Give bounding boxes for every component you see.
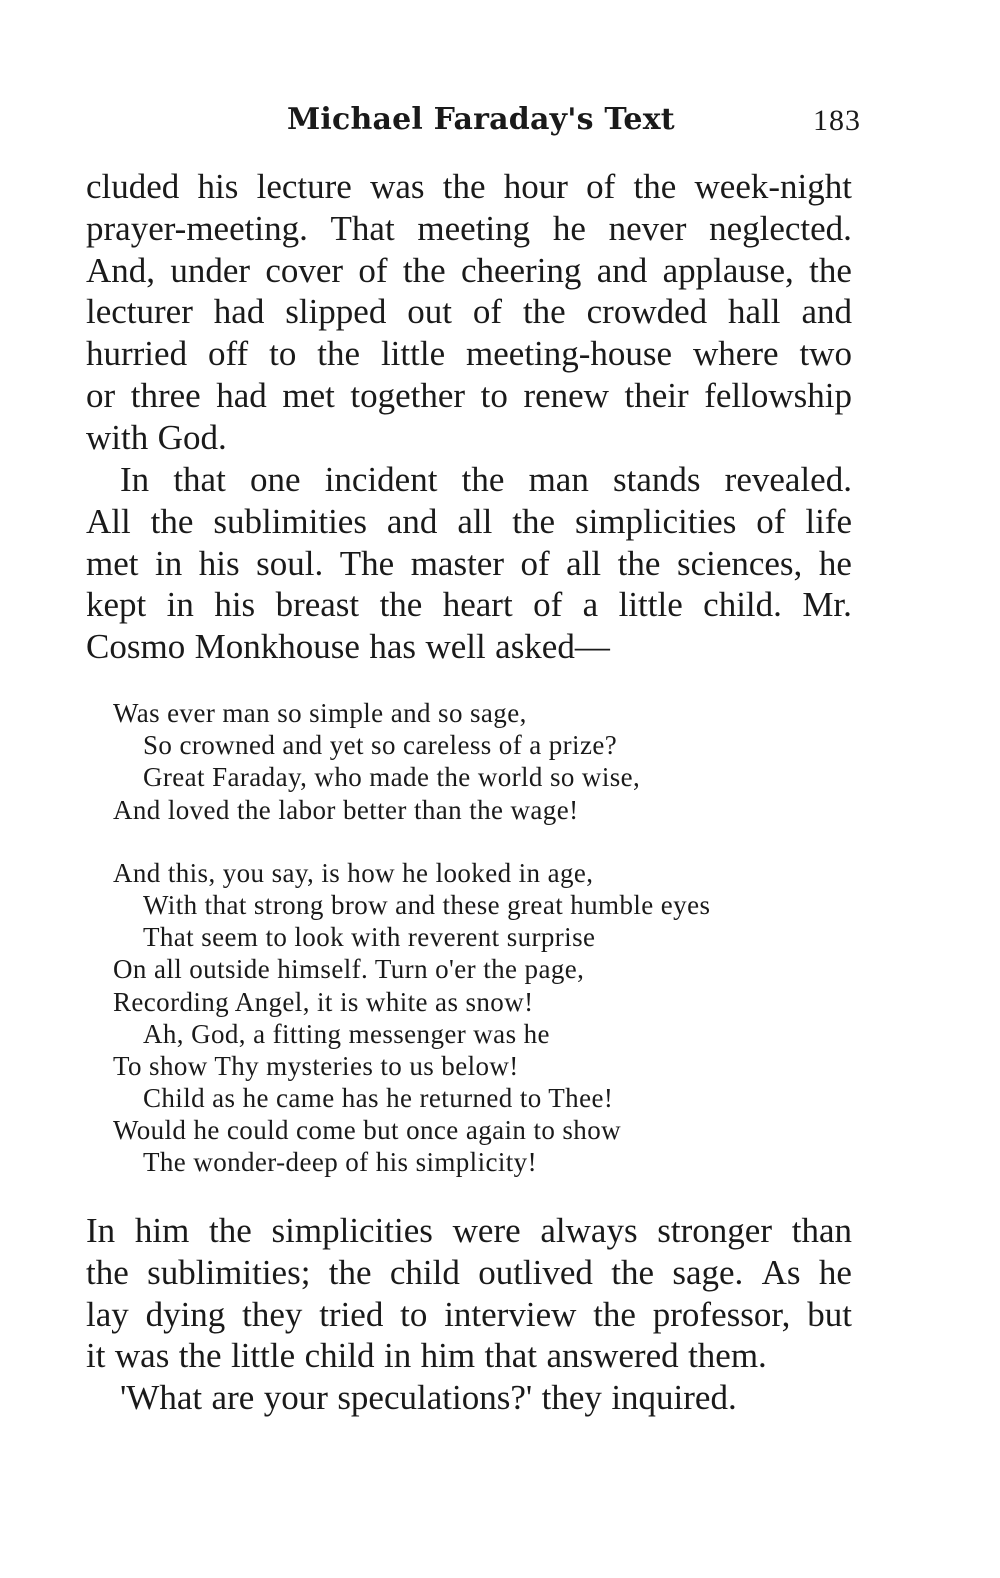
word: and bbox=[801, 292, 852, 332]
word: and bbox=[596, 250, 648, 290]
word: prayer-meeting. bbox=[86, 208, 308, 248]
word: meeting bbox=[417, 208, 531, 248]
poem-line: That seem to look with reverent surprise bbox=[143, 922, 596, 953]
text-line bbox=[86, 626, 852, 668]
poem-line: Child as he came has he returned to Thee! bbox=[143, 1083, 614, 1114]
word: revealed. bbox=[724, 460, 852, 499]
word: child bbox=[304, 1336, 375, 1376]
text-line bbox=[86, 501, 852, 543]
text-line bbox=[86, 417, 852, 459]
word: little bbox=[230, 1336, 296, 1376]
word: speculations?' bbox=[337, 1378, 533, 1417]
word: he bbox=[818, 543, 852, 583]
word: lay bbox=[86, 1294, 129, 1334]
word: the bbox=[593, 1294, 636, 1334]
word: out bbox=[407, 292, 452, 332]
word: life bbox=[805, 501, 852, 541]
word: meeting-house bbox=[466, 334, 673, 374]
word: That bbox=[330, 208, 395, 248]
word: the bbox=[209, 1211, 252, 1250]
word: had bbox=[216, 375, 267, 415]
poem-line: And this, you say, is how he looked in age, bbox=[113, 857, 594, 888]
word: renew bbox=[523, 375, 609, 415]
stanza-gap bbox=[113, 826, 710, 857]
word: or bbox=[86, 375, 116, 415]
text-line bbox=[86, 1335, 852, 1377]
word: where bbox=[693, 334, 779, 374]
word: the bbox=[379, 585, 423, 625]
word: 'What bbox=[120, 1378, 203, 1417]
word: were bbox=[452, 1211, 521, 1250]
word: child bbox=[389, 1252, 460, 1292]
word: applause, bbox=[662, 250, 794, 290]
paragraph bbox=[86, 459, 852, 668]
word: dying bbox=[145, 1294, 226, 1334]
word: sage. bbox=[672, 1252, 744, 1292]
word: together bbox=[350, 375, 466, 415]
word: their bbox=[624, 375, 689, 415]
word: lecture bbox=[256, 167, 352, 206]
word: interview bbox=[444, 1294, 577, 1334]
word: the bbox=[178, 1336, 222, 1376]
word: in bbox=[383, 1336, 412, 1376]
word: As bbox=[761, 1252, 801, 1292]
word: the bbox=[317, 334, 361, 374]
word: a bbox=[582, 585, 599, 625]
word: man bbox=[528, 460, 589, 499]
word: met bbox=[86, 543, 139, 583]
word: to bbox=[400, 1294, 428, 1334]
word: him bbox=[420, 1336, 476, 1376]
word: three bbox=[130, 375, 201, 415]
word: and bbox=[386, 501, 438, 541]
word: sublimities bbox=[213, 501, 367, 541]
word: the bbox=[809, 250, 852, 290]
word: heart bbox=[442, 585, 513, 625]
word: hour bbox=[503, 167, 568, 206]
word: outlived bbox=[478, 1252, 593, 1292]
word: two bbox=[799, 334, 852, 374]
word: the bbox=[442, 167, 486, 206]
word: God. bbox=[157, 417, 227, 457]
word: simplicities bbox=[271, 1211, 433, 1250]
word: but bbox=[807, 1294, 852, 1334]
word: his bbox=[198, 543, 240, 583]
word: always bbox=[540, 1211, 638, 1250]
poem-line: Would he could come but once again to show bbox=[113, 1115, 622, 1146]
page-number: 183 bbox=[813, 104, 861, 137]
word: week-night bbox=[694, 167, 852, 206]
word: tried bbox=[319, 1294, 384, 1334]
word: they bbox=[541, 1378, 602, 1417]
word: crowded bbox=[586, 292, 708, 332]
word: he bbox=[818, 1252, 852, 1292]
word: the bbox=[461, 460, 505, 499]
poem-line: The wonder-deep of his simplicity! bbox=[143, 1147, 537, 1178]
word: hurried bbox=[86, 334, 188, 374]
word: little bbox=[380, 334, 446, 374]
poem-line: On all outside himself. Turn o'er the page, bbox=[113, 954, 585, 985]
word: one bbox=[249, 460, 301, 499]
word: soul. bbox=[256, 543, 324, 583]
running-title: Michael Faraday's Text bbox=[287, 102, 675, 137]
word: stronger bbox=[657, 1211, 772, 1250]
word: the bbox=[522, 292, 566, 332]
word: cover bbox=[265, 250, 344, 290]
poem-line: With that strong brow and these great humble eyes bbox=[143, 889, 711, 920]
word: And, bbox=[86, 250, 156, 290]
poem-stanza bbox=[113, 697, 710, 826]
word: answered bbox=[546, 1336, 679, 1376]
word: professor, bbox=[652, 1294, 791, 1334]
text-line bbox=[86, 584, 852, 626]
paragraph bbox=[86, 1377, 852, 1419]
word: in bbox=[155, 543, 183, 583]
word: breast bbox=[275, 585, 360, 625]
word: child. bbox=[703, 585, 782, 625]
word: well bbox=[425, 627, 486, 667]
word: the bbox=[611, 1252, 654, 1292]
word: of bbox=[520, 543, 550, 583]
word: The bbox=[339, 543, 395, 583]
word: of bbox=[756, 501, 786, 541]
paragraph bbox=[86, 1210, 852, 1377]
word: in bbox=[166, 585, 194, 625]
word: the bbox=[402, 250, 446, 290]
word: sciences, bbox=[676, 543, 803, 583]
word: never bbox=[608, 208, 687, 248]
word: had bbox=[213, 292, 265, 332]
text-line bbox=[86, 291, 852, 333]
running-head bbox=[0, 100, 1000, 140]
word: Mr. bbox=[802, 585, 852, 625]
word: kept bbox=[86, 585, 147, 625]
poem-line: And loved the labor better than the wage! bbox=[113, 794, 579, 825]
text-line bbox=[86, 166, 852, 208]
word: your bbox=[263, 1378, 328, 1417]
word: of bbox=[533, 585, 563, 625]
word: with bbox=[86, 417, 149, 457]
poem-line: So crowned and yet so careless of a prize? bbox=[143, 730, 618, 761]
word: master bbox=[410, 543, 504, 583]
word: off bbox=[208, 334, 249, 374]
poem-stanza bbox=[113, 857, 710, 1179]
word: the bbox=[617, 543, 661, 583]
word: all bbox=[566, 543, 602, 583]
word: to bbox=[480, 375, 508, 415]
text-line bbox=[86, 375, 852, 417]
text-line bbox=[86, 459, 852, 501]
word: his bbox=[214, 585, 256, 625]
text-line bbox=[86, 1377, 852, 1419]
text-line bbox=[86, 1210, 852, 1252]
word: inquired. bbox=[611, 1378, 737, 1417]
word: Monkhouse bbox=[194, 627, 360, 667]
word: that bbox=[173, 460, 226, 499]
word: sublimities; bbox=[147, 1252, 311, 1292]
poem-line: To show Thy mysteries to us below! bbox=[113, 1050, 519, 1081]
word: cheering bbox=[460, 250, 582, 290]
word: fellowship bbox=[704, 375, 852, 415]
word: under bbox=[170, 250, 251, 290]
word: In bbox=[120, 460, 150, 499]
word: the bbox=[86, 1252, 129, 1292]
word: he bbox=[552, 208, 586, 248]
word: the bbox=[512, 501, 556, 541]
text-line bbox=[86, 1252, 852, 1294]
word: incident bbox=[324, 460, 438, 499]
word: they bbox=[242, 1294, 303, 1334]
text-line bbox=[86, 333, 852, 375]
poem-line: Recording Angel, it is white as snow! bbox=[113, 986, 534, 1017]
word: neglected. bbox=[709, 208, 852, 248]
word: of bbox=[472, 292, 503, 332]
word: to bbox=[269, 334, 297, 374]
word: of bbox=[358, 250, 388, 290]
word: all bbox=[457, 501, 493, 541]
word: the bbox=[150, 501, 194, 541]
text-line bbox=[86, 1294, 852, 1336]
word: of bbox=[586, 167, 616, 206]
word: than bbox=[791, 1211, 852, 1250]
word: the bbox=[633, 167, 677, 206]
word: are bbox=[211, 1378, 255, 1417]
word: met bbox=[282, 375, 335, 415]
word: was bbox=[114, 1336, 170, 1376]
word: simplicities bbox=[574, 501, 737, 541]
poem bbox=[113, 697, 710, 1179]
text-line bbox=[86, 250, 852, 292]
text-line bbox=[86, 543, 852, 585]
text-line bbox=[86, 208, 852, 250]
paragraph-continuation bbox=[86, 166, 852, 459]
word: In bbox=[86, 1211, 116, 1250]
word: slipped bbox=[285, 292, 387, 332]
word: that bbox=[484, 1336, 538, 1376]
poem-line: Ah, God, a fitting messenger was he bbox=[143, 1018, 550, 1049]
word: little bbox=[618, 585, 683, 625]
word: his bbox=[197, 167, 239, 206]
word: was bbox=[370, 167, 425, 206]
word: stands bbox=[613, 460, 701, 499]
word: hall bbox=[728, 292, 781, 332]
word: has bbox=[369, 627, 417, 667]
word: asked— bbox=[495, 627, 610, 667]
word: them. bbox=[688, 1336, 767, 1376]
poem-line: Was ever man so simple and so sage, bbox=[113, 698, 527, 728]
word: him bbox=[134, 1211, 190, 1250]
word: All bbox=[86, 501, 131, 541]
word: it bbox=[86, 1336, 106, 1376]
word: cluded bbox=[86, 167, 180, 206]
word: lecturer bbox=[86, 292, 193, 332]
poem-line: Great Faraday, who made the world so wise, bbox=[143, 762, 641, 793]
word: Cosmo bbox=[86, 627, 186, 667]
word: the bbox=[328, 1252, 372, 1292]
